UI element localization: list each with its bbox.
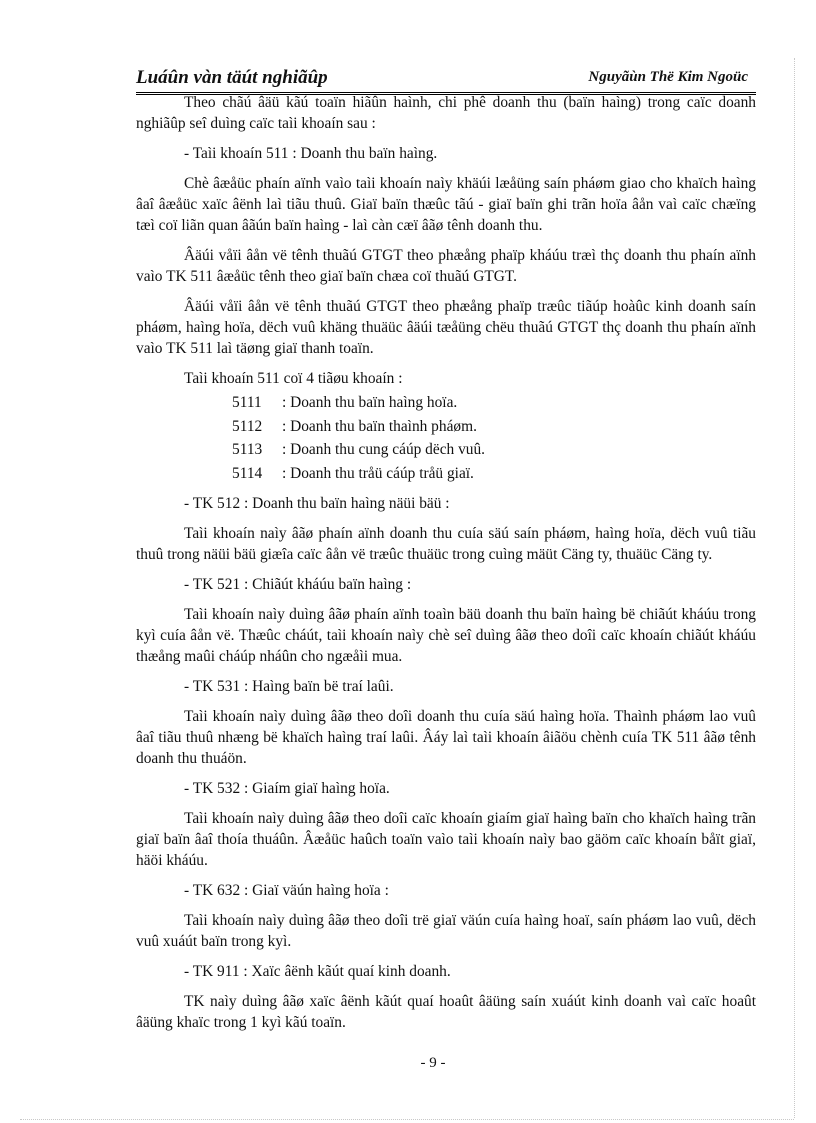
page-number: - 9 - [420,1055,446,1071]
paragraph: Taìi khoaín 511 coï 4 tiãøu khoaín : [184,370,403,387]
paragraph: TK naìy duìng âãø xaïc âënh kãút quaí hoaût âäüng saín xuáút kinh doanh vaì caïc hoaût âäüng khaïc trong 1 kyì kãú toaïn. [136,992,756,1031]
subaccount-code: 5114 [232,464,263,482]
subaccount-label: : Doanh thu baïn haìng hoïa. [282,394,458,411]
paragraph: - TK 512 : Doanh thu baïn haìng näüi bäü : [184,494,450,512]
subaccount-code: 5111 [232,394,262,411]
paragraph: Taìi khoaín naìy duìng âãø theo doîi trë giaï väún cuía haìng hoaï, saín pháøm lao vuû, dëch vuû xuáút baïn trong kyì. [136,911,756,950]
paragraph: - TK 911 : Xaïc âënh kãút quaí kinh doanh. [184,962,451,980]
page-frame-bottom [20,1119,794,1120]
paragraph: Taìi khoaín naìy âãø phaín aïnh doanh thu cuía säú saín pháøm, haìng hoïa, dëch vuû tiãu thuû trong näüi bäü giæîa caïc âån vë træûc thuäüc trong cuìng mäüt Cäng ty, thuäüc Cäng ty. [136,524,756,563]
paragraph: - TK 632 : Giaï väún haìng hoïa : [184,881,389,899]
paragraph: Taìi khoaín naìy duìng âãø theo doîi caïc khoaín giaím giaï haìng baïn cho khaïch haìng trãn giaï baïn âaî thoía thuáûn. Âæåüc haûch toaïn vaìo taìi khoaín naìy bao gäöm caïc khoaín båït giaï, häöi kháúu. [136,809,756,869]
subaccount-label: : Doanh thu tråü cáúp tråü giaï. [282,464,474,482]
subaccount-label: : Doanh thu cung cáúp dëch vuû. [282,441,486,458]
paragraph: - TK 531 : Haìng baïn bë traí laûi. [184,677,394,695]
running-header [136,66,756,95]
paragraph: Âäúi våïi âån vë tênh thuãú GTGT theo phæång phaïp træûc tiãúp hoàûc kinh doanh saín pháøm, haìng hoïa, dëch vuû khäng thuäüc âäúi tæåüng chëu thuãú GTGT thç doanh thu phaín aïnh vaìo TK 511 laì täøng giaï thanh toaïn. [136,298,756,357]
subaccount-item [232,463,756,484]
subaccount-item [232,439,756,460]
paragraph: Theo chãú âäü kãú toaïn hiãûn haình, chi phê doanh thu (baïn haìng) trong caïc doanh nghiãûp seî duìng caïc taìi khoaín sau : [136,94,756,132]
subaccount-label: : Doanh thu baïn thaình pháøm. [282,417,477,435]
paragraph: Taìi khoaín naìy duìng âãø phaín aïnh toaìn bäü doanh thu baïn haìng bë chiãút kháúu trong kyì cuía âån vë. Thæûc cháút, taìi khoaín naìy chè seî duìng âãø theo doîi caïc khoaín chiãút kháúu thæång maûi cháúp nháûn cho ngæåìi mua. [136,605,756,665]
paragraph: - TK 521 : Chiãút kháúu baïn haìng : [184,575,412,593]
paragraph: - Taìi khoaín 511 : Doanh thu baïn haìng. [184,145,438,162]
paragraph: Âäúi våïi âån vë tênh thuãú GTGT theo phæång phaïp kháúu træì thç doanh thu phaín aïnh vaìo TK 511 âæåüc tênh theo giaï baïn chæa coï thuãú GTGT. [136,247,756,285]
subaccount-item [232,416,756,437]
paragraph: Taìi khoaín naìy duìng âãø theo doîi doanh thu cuía säú haìng hoïa. Thaình pháøm lao vuû âaî tiãu thuû nhæng bë khaïch haìng traí laûi. Âáy laì taìi khoaín âiãöu chènh cuía TK 511 âãø tênh doanh thu thuáön. [136,707,756,767]
subaccount-code: 5113 [232,441,263,458]
header-author-name: Nguyãùn Thë Kim Ngoüc [588,69,748,85]
paragraph: Chè âæåüc phaín aïnh vaìo taìi khoaín naìy khäúi læåüng saín pháøm giao cho khaïch haìng âaî âæåüc xaïc âënh laì tiãu thuû. Giaï baïn thæûc tãú - giaï baïn ghi trãn hoïa âån vaì caïc chæïng tæì coï liãn quan âãún baïn haìng - laì càn cæï âãø tênh doanh thu. [136,175,756,234]
subaccount-code: 5112 [232,417,263,435]
page-frame-right [794,58,795,1118]
paragraph: - TK 532 : Giaím giaï haìng hoïa. [184,779,390,797]
header-thesis-title: Luáûn vàn täút nghiãûp [136,67,328,88]
body-text [136,92,756,1042]
subaccount-item [232,392,756,413]
